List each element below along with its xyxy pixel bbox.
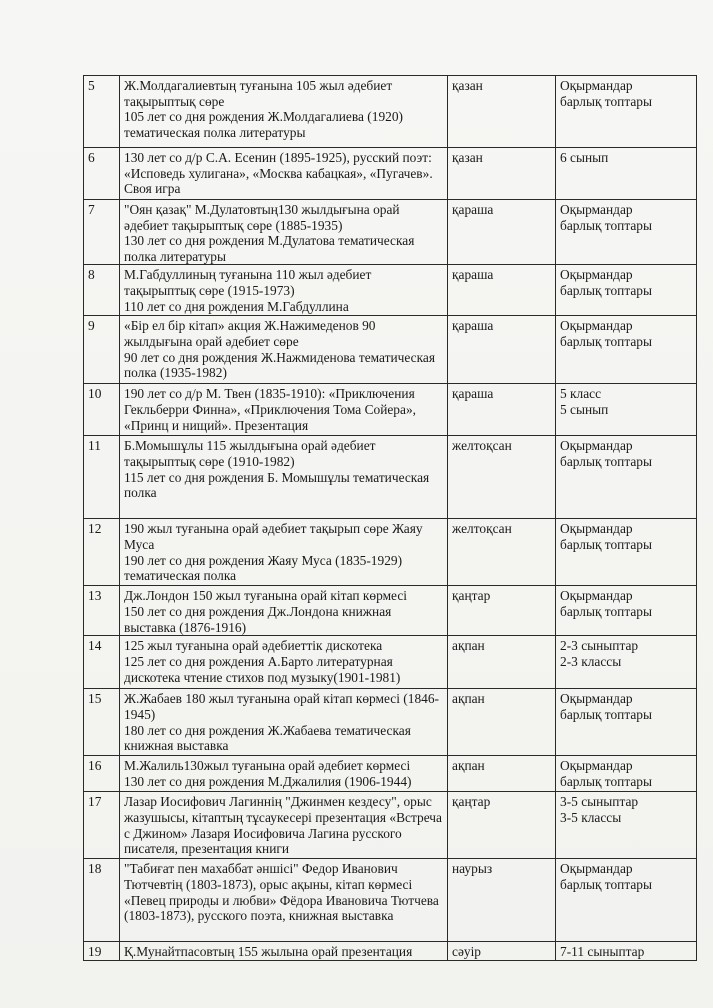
table-row bbox=[84, 384, 697, 436]
row-number: 11 bbox=[84, 436, 120, 519]
target-audience: Оқырмандар барлық топтары bbox=[556, 689, 697, 756]
row-number: 9 bbox=[84, 316, 120, 384]
table-row bbox=[84, 316, 697, 384]
event-month: қаңтар bbox=[448, 792, 556, 859]
event-description: М.Жалиль130жыл туғанына орай әдебиет көрмесі 130 лет со дня рождения М.Джалилия (1906-1944) bbox=[120, 756, 448, 792]
row-number: 5 bbox=[84, 76, 120, 148]
event-month: наурыз bbox=[448, 859, 556, 942]
row-number: 14 bbox=[84, 636, 120, 689]
row-number: 10 bbox=[84, 384, 120, 436]
table-row bbox=[84, 76, 697, 148]
event-month: қазан bbox=[448, 76, 556, 148]
event-month: қазан bbox=[448, 148, 556, 200]
event-description: Ж.Молдагалиевтың туғанына 105 жыл әдебиет тақырыптық сөре 105 лет со дня рождения Ж.Молдагалиева (1920) тематическая полка литературы bbox=[120, 76, 448, 148]
event-description: Лазар Иосифович Лагиннің "Джинмен кездесу", орыс жазушысы, кітаптың тұсаукесері презентация «Встреча с Джином» Лазаря Иосифовича Лагина русского писателя, презентация книги bbox=[120, 792, 448, 859]
events-table-body bbox=[84, 76, 697, 961]
event-description: Б.Момышұлы 115 жылдығына орай әдебиет тақырыптық сөре (1910-1982) 115 лет со дня рождения Б. Момышұлы тематическая полка bbox=[120, 436, 448, 519]
target-audience: Оқырмандар барлық топтары bbox=[556, 436, 697, 519]
event-month: желтоқсан bbox=[448, 436, 556, 519]
table-row bbox=[84, 689, 697, 756]
event-month: қаңтар bbox=[448, 586, 556, 636]
target-audience: Оқырмандар барлық топтары bbox=[556, 586, 697, 636]
table-row bbox=[84, 200, 697, 265]
event-description: 190 жыл туғанына орай әдебиет тақырып сөре Жаяу Муса 190 лет со дня рождения Жаяу Муса (1835-1929) тематическая полка bbox=[120, 519, 448, 586]
row-number: 6 bbox=[84, 148, 120, 200]
table-row bbox=[84, 756, 697, 792]
row-number: 16 bbox=[84, 756, 120, 792]
event-month: қараша bbox=[448, 200, 556, 265]
event-month: сәуір bbox=[448, 942, 556, 961]
table-row bbox=[84, 436, 697, 519]
table-row bbox=[84, 586, 697, 636]
event-description: 125 жыл туғанына орай әдебиеттік дискотека 125 лет со дня рождения А.Барто литературная дискотека чтение стихов под музыку(1901-1981) bbox=[120, 636, 448, 689]
event-description: "Оян қазақ" М.Дулатовтың130 жылдығына орай әдебиет тақырыптық сөре (1885-1935) 130 лет со дня рождения М.Дулатова тематическая полка литературы bbox=[120, 200, 448, 265]
events-plan-table bbox=[83, 75, 697, 961]
table-row bbox=[84, 792, 697, 859]
row-number: 7 bbox=[84, 200, 120, 265]
row-number: 18 bbox=[84, 859, 120, 942]
event-month: ақпан bbox=[448, 756, 556, 792]
event-description: Дж.Лондон 150 жыл туғанына орай кітап көрмесі 150 лет со дня рождения Дж.Лондона книжная выставка (1876-1916) bbox=[120, 586, 448, 636]
event-description: "Табиғат пен махаббат әншісі" Федор Иванович Тютчевтің (1803-1873), орыс ақыны, кітап көрмесі «Певец природы и любви» Фёдора Ивановича Тютчева (1803-1873), русского поэта, книжная выставка bbox=[120, 859, 448, 942]
target-audience: Оқырмандар барлық топтары bbox=[556, 76, 697, 148]
event-description: Қ.Мунайтпасовтың 155 жылына орай презентация bbox=[120, 942, 448, 961]
table-row bbox=[84, 148, 697, 200]
row-number: 12 bbox=[84, 519, 120, 586]
row-number: 8 bbox=[84, 265, 120, 316]
event-description: М.Габдуллиның туғанына 110 жыл әдебиет тақырыптық сөре (1915-1973) 110 лет со дня рождения М.Габдуллина bbox=[120, 265, 448, 316]
event-description: «Бір ел бір кітап» акция Ж.Нажимеденов 90 жылдығына орай әдебиет сөре 90 лет со дня рождения Ж.Нажмиденова тематическая полка (1935-1982) bbox=[120, 316, 448, 384]
event-month: желтоқсан bbox=[448, 519, 556, 586]
row-number: 19 bbox=[84, 942, 120, 961]
event-description: Ж.Жабаев 180 жыл туғанына орай кітап көрмесі (1846-1945) 180 лет со дня рождения Ж.Жабаева тематическая книжная выставка bbox=[120, 689, 448, 756]
event-month: қараша bbox=[448, 384, 556, 436]
row-number: 13 bbox=[84, 586, 120, 636]
target-audience: Оқырмандар барлық топтары bbox=[556, 859, 697, 942]
row-number: 15 bbox=[84, 689, 120, 756]
table-row bbox=[84, 859, 697, 942]
event-description: 130 лет со д/р С.А. Есенин (1895-1925), русский поэт: «Исповедь хулигана», «Москва кабацкая», «Пугачев». Своя игра bbox=[120, 148, 448, 200]
target-audience: Оқырмандар барлық топтары bbox=[556, 316, 697, 384]
table-row bbox=[84, 519, 697, 586]
table-row bbox=[84, 942, 697, 961]
target-audience: 6 сынып bbox=[556, 148, 697, 200]
row-number: 17 bbox=[84, 792, 120, 859]
target-audience: 5 класс 5 сынып bbox=[556, 384, 697, 436]
event-month: ақпан bbox=[448, 689, 556, 756]
target-audience: 3-5 сыныптар 3-5 классы bbox=[556, 792, 697, 859]
target-audience: Оқырмандар барлық топтары bbox=[556, 756, 697, 792]
event-month: ақпан bbox=[448, 636, 556, 689]
target-audience: 2-3 сыныптар 2-3 классы bbox=[556, 636, 697, 689]
table-row bbox=[84, 636, 697, 689]
event-month: қараша bbox=[448, 316, 556, 384]
table-row bbox=[84, 265, 697, 316]
target-audience: Оқырмандар барлық топтары bbox=[556, 265, 697, 316]
event-month: қараша bbox=[448, 265, 556, 316]
target-audience: Оқырмандар барлық топтары bbox=[556, 200, 697, 265]
target-audience: Оқырмандар барлық топтары bbox=[556, 519, 697, 586]
event-description: 190 лет со д/р М. Твен (1835-1910): «Приключения Гекльберри Финна», «Приключения Тома Сойера», «Принц и нищий». Презентация bbox=[120, 384, 448, 436]
target-audience: 7-11 сыныптар bbox=[556, 942, 697, 961]
